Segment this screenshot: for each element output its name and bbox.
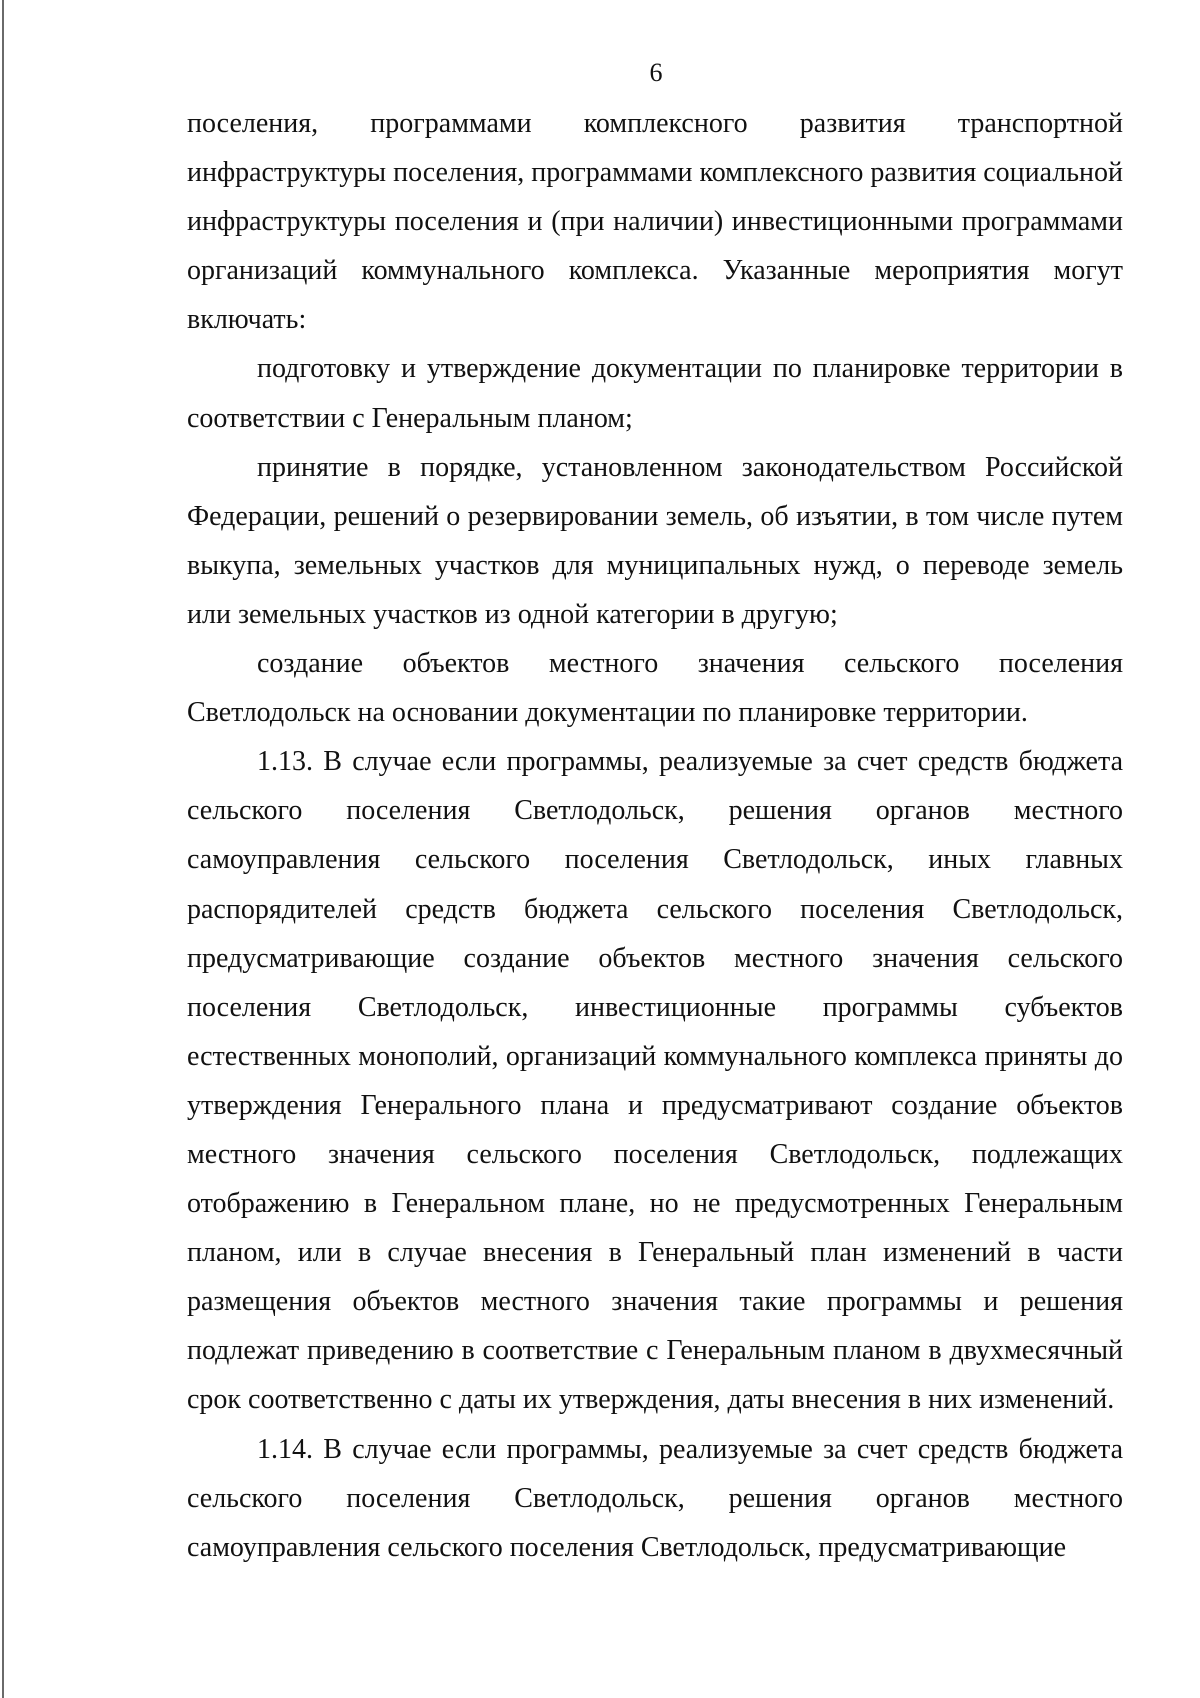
paragraph-1-13: 1.13. В случае если программы, реализуемые за счет средств бюджета сельского поселения Светлодольск, решения органов местного самоуправления сельского поселения Светлодольск, иных главных распорядителей средств бюджета сельского поселения Светлодольск, предусматривающие создание объектов местного значения сельского поселения Светлодольск, инвестиционные программы субъектов естественных монополий, организаций коммунального комплекса приняты до утверждения Генерального плана и предусматривают создание объектов местного значения сельского поселения Светлодольск, подлежащих отображению в Генеральном плане, но не предусмотренных Генеральным планом, или в случае внесения в Генеральный план изменений в части размещения объектов местного значения такие программы и решения подлежат приведению в соответствие с Генеральным планом в двухмесячный срок соответственно с даты их утверждения, даты внесения в них изменений. bbox=[187, 746, 1123, 1416]
document-body bbox=[187, 99, 1123, 1572]
paragraph-1-14: 1.14. В случае если программы, реализуемые за счет средств бюджета сельского поселения Светлодольск, решения органов местного самоуправления сельского поселения Светлодольск, предусматривающие bbox=[187, 1433, 1123, 1563]
paragraph-land-reservation: принятие в порядке, установленном законодательством Российской Федерации, решений о резервировании земель, об изъятии, в том числе путем выкупа, земельных участков для муниципальных нужд, о переводе земель или земельных участков из одной категории в другую; bbox=[187, 451, 1123, 630]
page-left-edge bbox=[2, 0, 4, 1698]
page-number: 6 bbox=[649, 58, 663, 87]
paragraph-object-creation: создание объектов местного значения сельского поселения Светлодольск на основании документации по планировке территории. bbox=[187, 648, 1123, 729]
paragraph-planning-documentation: подготовку и утверждение документации по планировке территории в соответствии с Генеральным планом; bbox=[187, 353, 1123, 434]
paragraph-continuation: поселения, программами комплексного развития транспортной инфраструктуры поселения, программами комплексного развития социальной инфраструктуры поселения и (при наличии) инвестиционными программами организаций коммунального комплекса. Указанные мероприятия могут включать: bbox=[187, 108, 1123, 336]
